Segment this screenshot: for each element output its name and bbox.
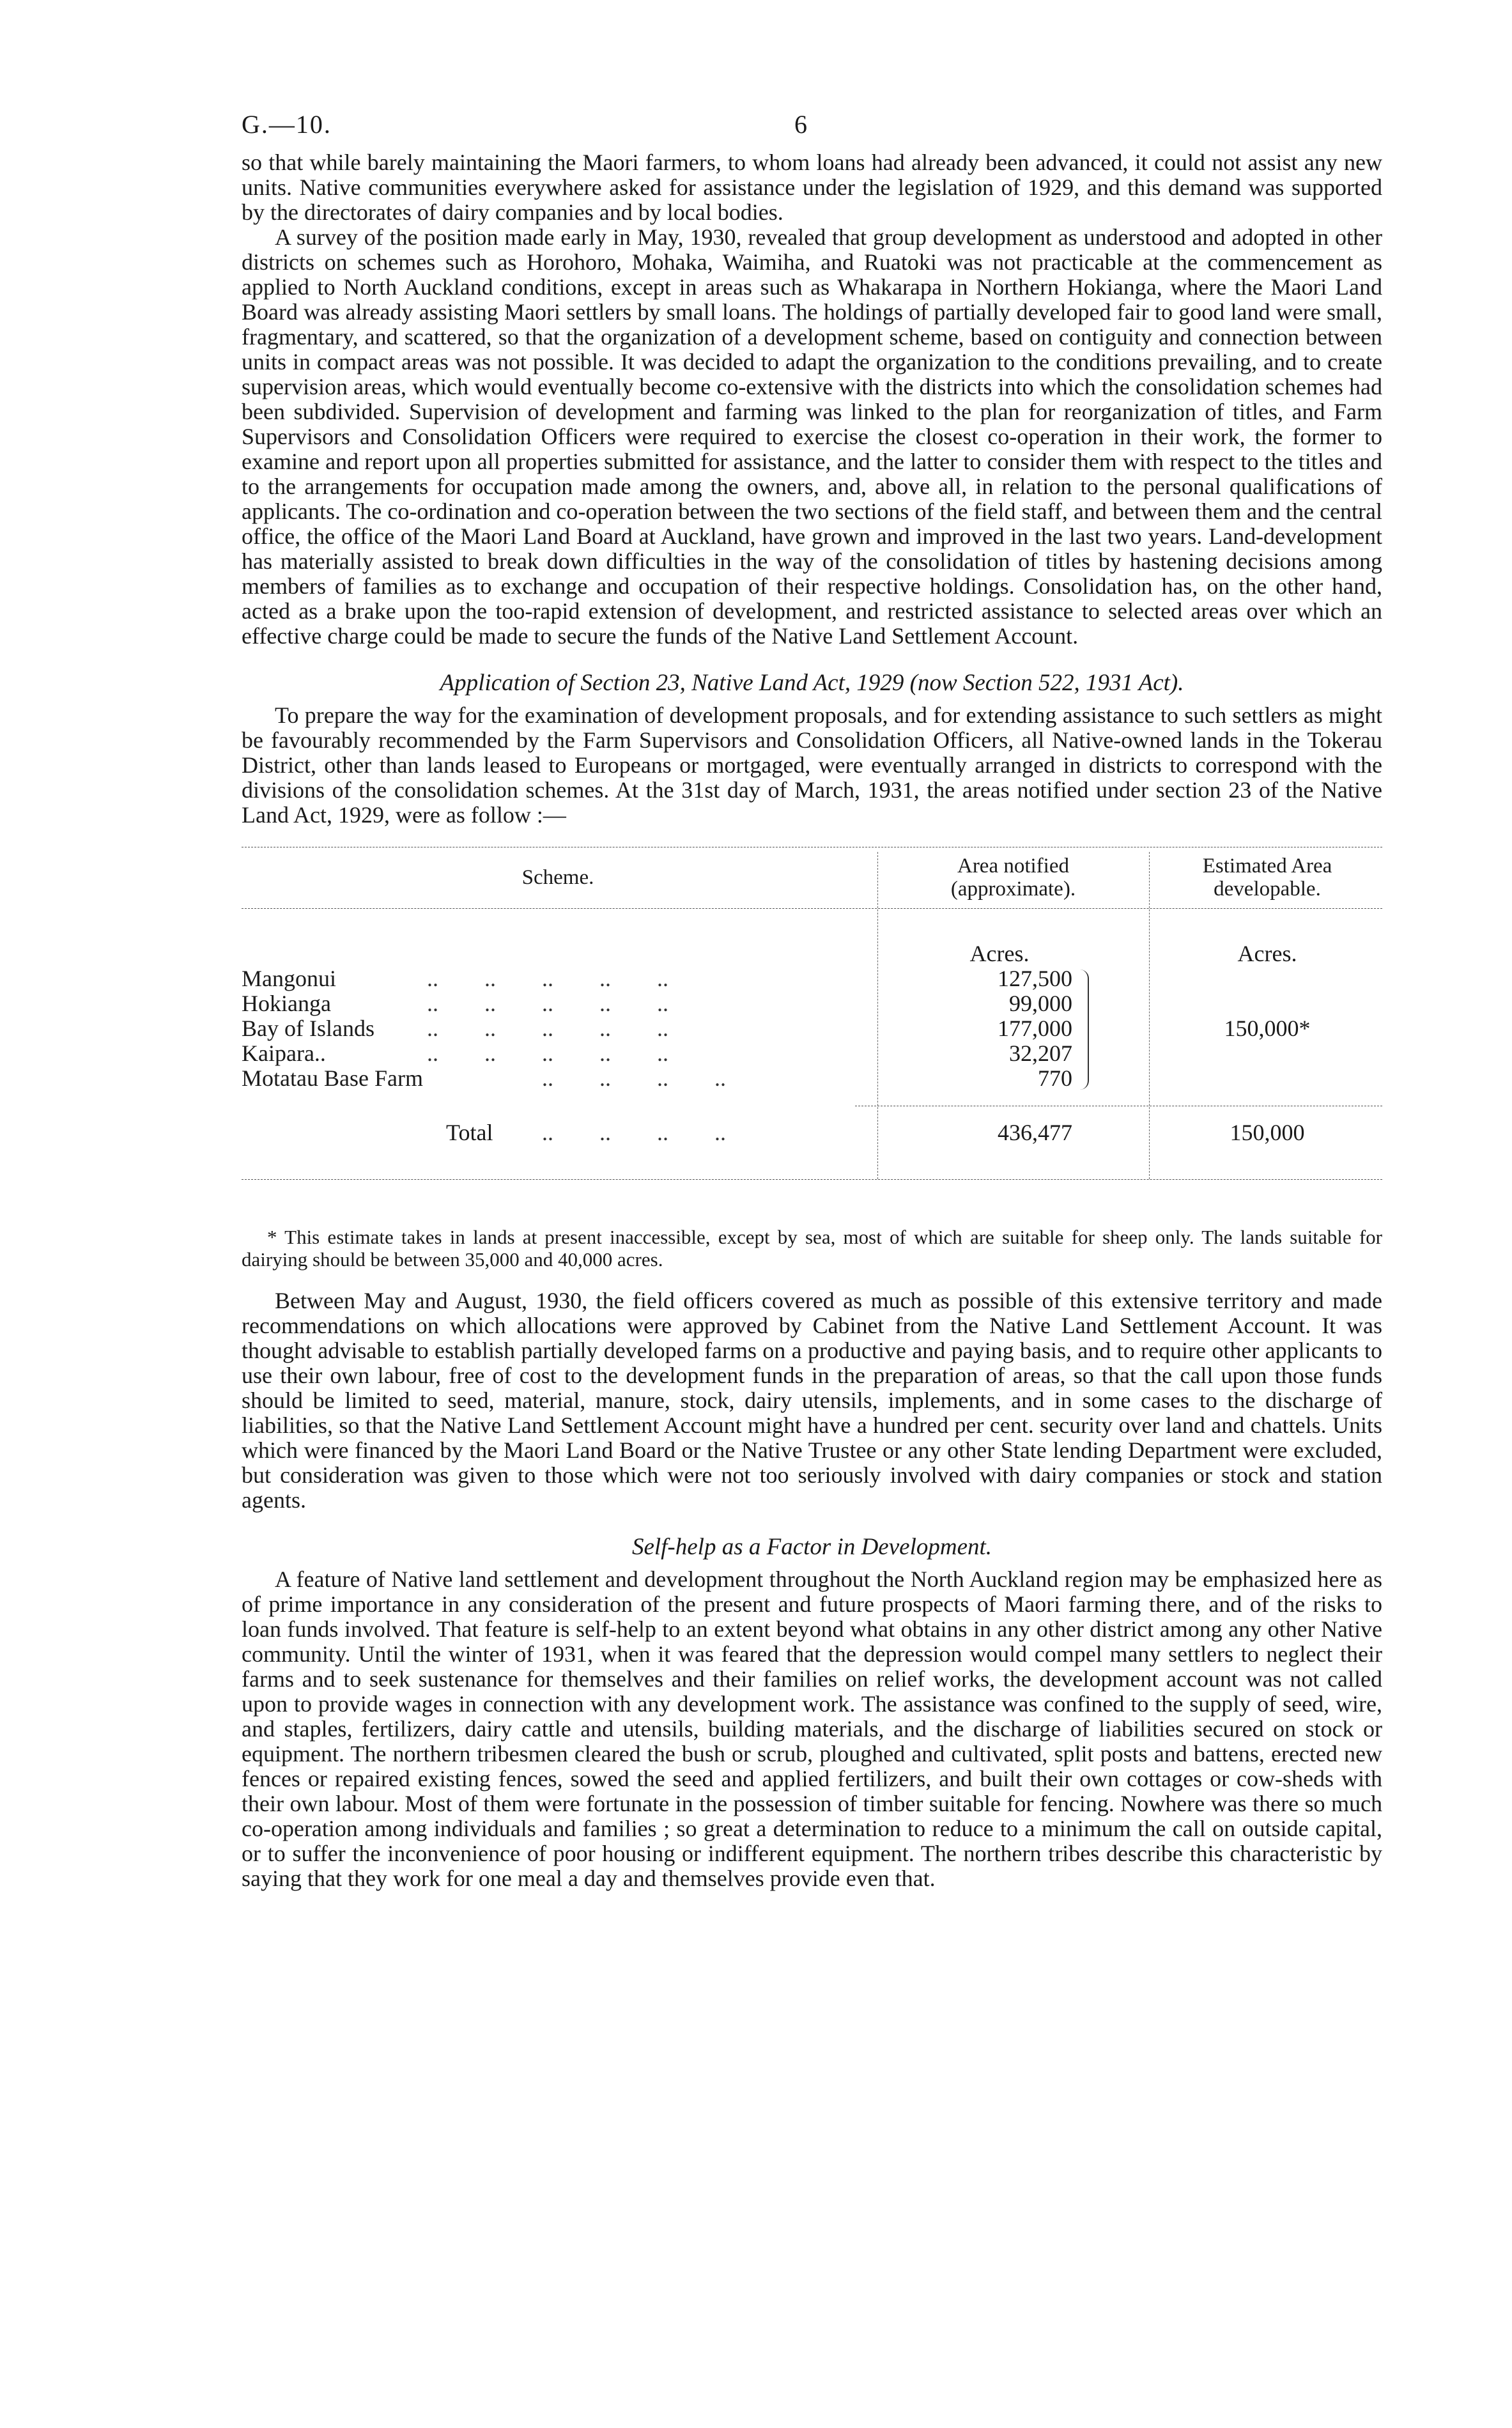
row-area-bay-of-islands: 177,000	[998, 1016, 1072, 1041]
row-dots: .. .. .. ..	[542, 1065, 726, 1091]
grouping-brace	[1076, 970, 1089, 1090]
page-number: 6	[794, 110, 807, 139]
section-heading-self-help: Self-help as a Factor in Development.	[631, 1534, 992, 1560]
row-scheme-bay-of-islands: Bay of Islands	[242, 1016, 374, 1041]
row-dots: .. .. .. .. ..	[427, 1040, 668, 1066]
row-area-hokianga: 99,000	[1009, 991, 1072, 1016]
estimated-group-value: 150,000*	[1224, 1016, 1311, 1041]
unit-area-notified: Acres.	[969, 941, 1030, 966]
paragraph-field-officers: Between May and August, 1930, the field officers covered as much as possible of this extensive territory and made recommendations on which allocations were approved by Cabinet from the Native Land Settlement Account. It was thought advisable to establish partially developed farms on a productive and paying basis, and to require other applicants to use their own labour, free of cost to the development funds in the preparation of areas, so that the call upon those funds should be limited to seed, material, manure, stock, dairy utensils, implements, and in some cases to the discharge of liabilities, so that the Native Land Settlement Account might have a hundred per cent. security over land and chattels. Units which were financed by the Maori Land Board or the Native Trustee or any other State lending Department were excluded, but consideration was given to those which were not too seriously involved with dairy companies or stock and station agents.	[242, 1288, 1382, 1513]
paragraph-self-help: A feature of Native land settlement and development throughout the North Auckland region may be emphasized here as of prime importance in any consideration of the present and future prospects of Maori farming there, and of the risks to loan funds involved. That feature is self-help to an extent beyond what obtains in any other district among any other Native community. Until the winter of 1931, when it was feared that the depression would compel many settlers to neglect their farms and to seek sustenance for themselves and their families on relief works, the development account was not called upon to provide wages in connection with any development work. The assistance was confined to the supply of seed, wire, and staples, fertilizers, dairy cattle and utensils, building materials, and the discharge of liabilities secured on stock or equipment. The northern tribesmen cleared the bush or scrub, ploughed and cultivated, split posts and battens, erected new fences or repaired existing fences, sowed the seed and applied fertilizers, and built their own cottages or cow-sheds with their own labour. Most of them were fortunate in the possession of timber suitable for fencing. Nowhere was there so much co-operation among individuals and families ; so great a determination to reduce to a minimum the call on outside capital, or to suffer the inconvenience of poor housing or indifferent equipment. The northern tribes describe this characteristic by saying that they work for one meal a day and themselves provide even that.	[242, 1566, 1382, 1891]
row-dots: .. .. .. .. ..	[427, 1016, 668, 1041]
total-estimated: 150,000	[1230, 1120, 1305, 1145]
section-heading-application: Application of Section 23, Native Land Act, 1929 (now Section 522, 1931 Act).	[440, 670, 1184, 696]
paragraph-application: To prepare the way for the examination of development proposals, and for extending assistance to such settlers as might be favourably recommended by the Farm Supervisors and Consolidation Officers, all Native-owned lands in the Tokerau District, other than lands leased to Europeans or mortgaged, were eventually arranged in districts to correspond with the divisions of the consolidation schemes. At the 31st day of March, 1931, the areas notified under section 23 of the Native Land Act, 1929, were as follow :—	[242, 702, 1382, 828]
table-footnote: * This estimate takes in lands at present inaccessible, except by sea, most of which are suitable for sheep only. The lands suitable for dairying should be between 35,000 and 40,000 acres.	[242, 1226, 1382, 1271]
header-scheme: Scheme.	[521, 866, 594, 889]
total-area: 436,477	[998, 1120, 1072, 1145]
row-scheme-motatau: Motatau Base Farm	[242, 1065, 423, 1091]
table-col-divider-2	[1149, 852, 1150, 1179]
document-page	[242, 112, 1382, 1891]
header-estimated-area: Estimated Area developable.	[1202, 854, 1332, 901]
page-header	[242, 112, 1382, 150]
row-area-kaipara: 32,207	[1009, 1040, 1072, 1066]
report-reference: G.—10.	[242, 110, 332, 139]
row-area-mangonui: 127,500	[998, 966, 1072, 991]
total-label: Total	[446, 1120, 493, 1145]
header-area-notified: Area notified (approximate).	[950, 854, 1076, 901]
total-dots: .. .. .. ..	[542, 1120, 726, 1145]
paragraph-survey: A survey of the position made early in May, 1930, revealed that group development as understood and adopted in other districts on schemes such as Horohoro, Mohaka, Waimiha, and Ruatoki was not practicable at the commencement as applied to North Auckland conditions, except in areas such as Whakarapa in Northern Hokianga, where the Maori Land Board was already assisting Maori settlers by small loans. The holdings of partially developed fair to good land were small, fragmentary, and scattered, so that the organization of a development scheme, based on contiguity and connection between units in compact areas was not possible. It was decided to adapt the organization to the conditions prevailing, and to create supervision areas, which would eventually become co-extensive with the districts into which the consolidation schemes had been subdivided. Supervision of development and farming was linked to the plan for reorganization of titles, and Farm Supervisors and Consolidation Officers were required to exercise the closest co-operation in their work, the former to examine and report upon all properties submitted for assistance, and the latter to consider them with respect to the titles and to the arrangements for occupation made among the owners, and, above all, in relation to the personal qualifications of applicants. The co-ordination and co-operation between the two sections of the field staff, and between them and the central office, the office of the Maori Land Board at Auckland, have grown and improved in the last two years. Land-development has materially assisted to break down difficulties in the way of the consolidation of titles by hastening decisions among members of families as to exchange and occupation of their respective holdings. Consolidation has, on the other hand, acted as a brake upon the too-rapid extension of development, and restricted assistance to selected areas over which an effective charge could be made to secure the funds of the Native Land Settlement Account.	[242, 224, 1382, 649]
table-header-rule	[242, 908, 1382, 909]
row-area-motatau: 770	[1038, 1065, 1072, 1091]
unit-estimated: Acres.	[1237, 941, 1297, 966]
row-dots: .. .. .. .. ..	[427, 966, 668, 991]
row-scheme-kaipara: Kaipara..	[242, 1040, 326, 1066]
row-scheme-hokianga: Hokianga	[242, 991, 331, 1016]
table-bottom-rule	[242, 1179, 1382, 1180]
areas-table	[242, 847, 1382, 1208]
row-scheme-mangonui: Mangonui	[242, 966, 336, 991]
paragraph-continued: so that while barely maintaining the Maori farmers, to whom loans had already been advanced, it could not assist any new units. Native communities everywhere asked for assistance under the legislation of 1929, and this demand was supported by the directorates of dairy companies and by local bodies.	[242, 150, 1382, 225]
row-dots: .. .. .. .. ..	[427, 991, 668, 1016]
